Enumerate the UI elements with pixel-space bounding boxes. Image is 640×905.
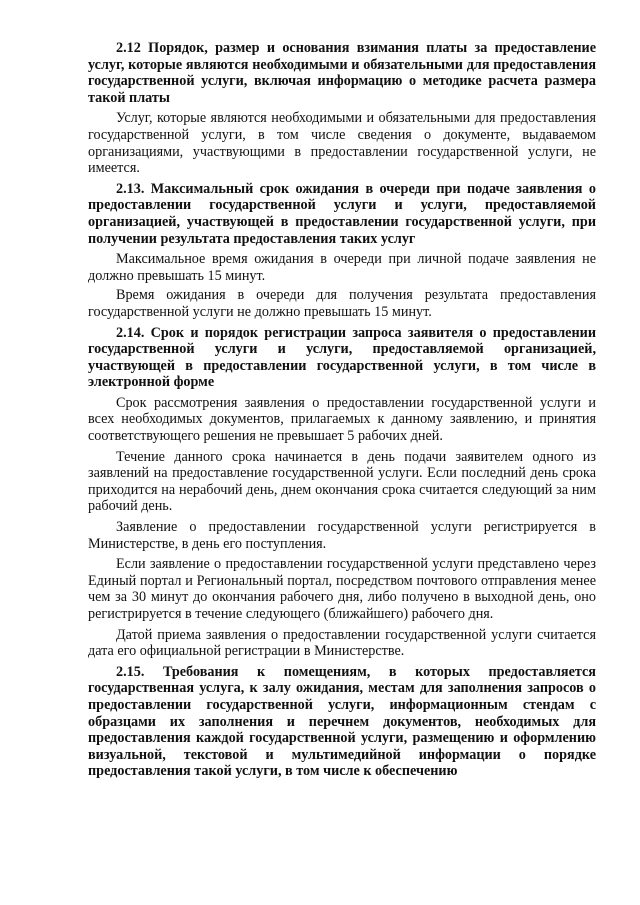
section-2-13-heading: 2.13. Максимальный срок ожидания в очереди при подаче заявления о предоставлении государственной услуги и услуги, предоставляемой организацией, участвующей в предоставлении государственной услуги, при получении результата предоставления таких услуг: [88, 180, 596, 247]
section-2-15-heading: 2.15. Требования к помещениям, в которых предоставляется государственная услуга, к залу ожидания, местам для заполнения запросов о предоставлении государственной услуги, информационным стендам с образцами их заполнения и перечнем документов, необходимых для предоставления каждой государственной услуги, размещению и оформлению визуальной, текстовой и мультимедийной информации о порядке предоставления такой услуги, в том числе к обеспечению: [88, 663, 596, 780]
section-2-14-text-4: Если заявление о предоставлении государственной услуги представлено через Единый портал и Региональный портал, посредством почтового отправления менее чем за 30 минут до окончания рабочего дня, либо получено в выходной день, оно регистрируется в течение следующего (ближайшего) рабочего дня.: [88, 556, 596, 622]
document-page: [88, 40, 596, 784]
section-2-13-text-2: Время ожидания в очереди для получения результата предоставления государственной услуги не должно превышать 15 минут.: [88, 287, 596, 320]
section-2-14-text-5: Датой приема заявления о предоставлении государственной услуги считается дата его официальной регистрации в Министерстве.: [88, 626, 596, 660]
section-2-12-heading: 2.12 Порядок, размер и основания взимания платы за предоставление услуг, которые являются необходимыми и обязательными для предоставления государственной услуги, включая информацию о методике расчета размера такой платы: [88, 40, 596, 106]
section-2-12-text: Услуг, которые являются необходимыми и обязательными для предоставления государственной услуги, в том числе сведения о документе, выдаваемом организациями, участвующими в предоставлении государственной услуги, не имеется.: [88, 110, 596, 177]
section-2-14-heading: 2.14. Срок и порядок регистрации запроса заявителя о предоставлении государственной услуги и услуги, предоставляемой организацией, участвующей в предоставлении государственной услуги, в том числе в электронной форме: [88, 324, 596, 391]
section-2-14-text-1: Срок рассмотрения заявления о предоставлении государственной услуги и всех необходимых документов, прилагаемых к данному заявлению, и принятия соответствующего решения не превышает 5 рабочих дней.: [88, 394, 596, 445]
section-2-13-text-1: Максимальное время ожидания в очереди при личной подаче заявления не должно превышать 15 минут.: [88, 251, 596, 284]
section-2-14-text-2: Течение данного срока начинается в день подачи заявителем одного из заявлений на предоставление государственной услуги. Если последний день срока приходится на нерабочий день, днем окончания срока считается следующий за ним рабочий день.: [88, 448, 596, 515]
section-2-14-text-3: Заявление о предоставлении государственной услуги регистрируется в Министерстве, в день его поступления.: [88, 519, 596, 552]
